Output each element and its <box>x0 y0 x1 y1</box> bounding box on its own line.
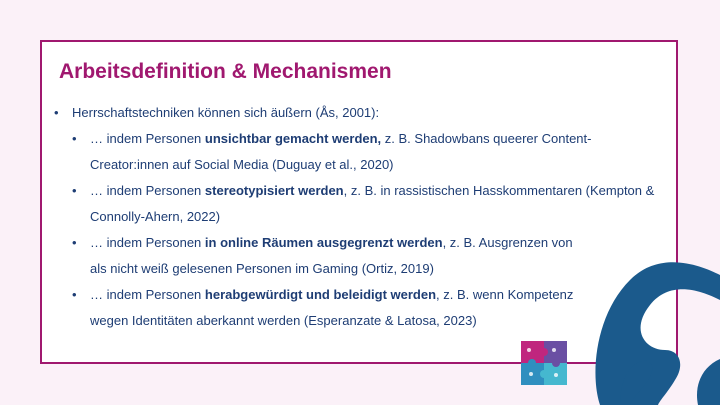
sub-bullet-2-continuation <box>54 204 654 230</box>
item-prefix: … indem Personen <box>90 131 205 146</box>
intro-bullet <box>54 100 654 126</box>
intro-text: Herrschaftstechniken können sich äußern (Ås, 2001): <box>72 105 380 120</box>
wave-decoration <box>590 255 720 405</box>
bullet-dot-icon: • <box>54 105 59 120</box>
item-prefix: … indem Personen <box>90 235 205 250</box>
item-rest: , z. B. in rassistischen Hasskommentaren (Kempton & <box>343 183 655 198</box>
item-rest: , z. B. Ausgrenzen von <box>442 235 573 250</box>
sub-bullet-4-continuation <box>54 308 654 334</box>
bullet-list <box>54 100 654 334</box>
bullet-dot-icon: • <box>72 287 77 302</box>
slide-title: Arbeitsdefinition & Mechanismen <box>59 60 392 83</box>
item-emphasis: stereotypisiert werden <box>204 183 344 198</box>
item-emphasis: in online Räumen ausgegrenzt werden <box>204 235 443 250</box>
bullet-dot-icon: • <box>72 183 77 198</box>
item-line2: Connolly-Ahern, 2022) <box>90 209 221 224</box>
puzzle-logo-icon <box>521 341 567 385</box>
sub-bullet-3-continuation <box>54 256 654 282</box>
item-prefix: … indem Personen <box>90 183 205 198</box>
sub-bullet-1 <box>54 126 654 152</box>
item-line2: Creator:innen auf Social Media (Duguay et al., 2020) <box>90 157 394 172</box>
sub-bullet-2 <box>54 178 654 204</box>
bullet-dot-icon: • <box>72 131 77 146</box>
item-rest: , z. B. wenn Kompetenz <box>436 287 574 302</box>
sub-bullet-4 <box>54 282 654 308</box>
item-line2: als nicht weiß gelesenen Personen im Gaming (Ortiz, 2019) <box>90 261 434 276</box>
item-line2: wegen Identitäten aberkannt werden (Esperanzate & Latosa, 2023) <box>90 313 477 328</box>
item-emphasis: unsichtbar gemacht werden, <box>204 131 382 146</box>
bullet-dot-icon: • <box>72 235 77 250</box>
item-prefix: … indem Personen <box>90 287 205 302</box>
sub-bullet-1-continuation <box>54 152 654 178</box>
item-emphasis: herabgewürdigt und beleidigt werden <box>204 287 437 302</box>
sub-bullet-3 <box>54 230 654 256</box>
item-rest: z. B. Shadowbans queerer Content- <box>381 131 592 146</box>
